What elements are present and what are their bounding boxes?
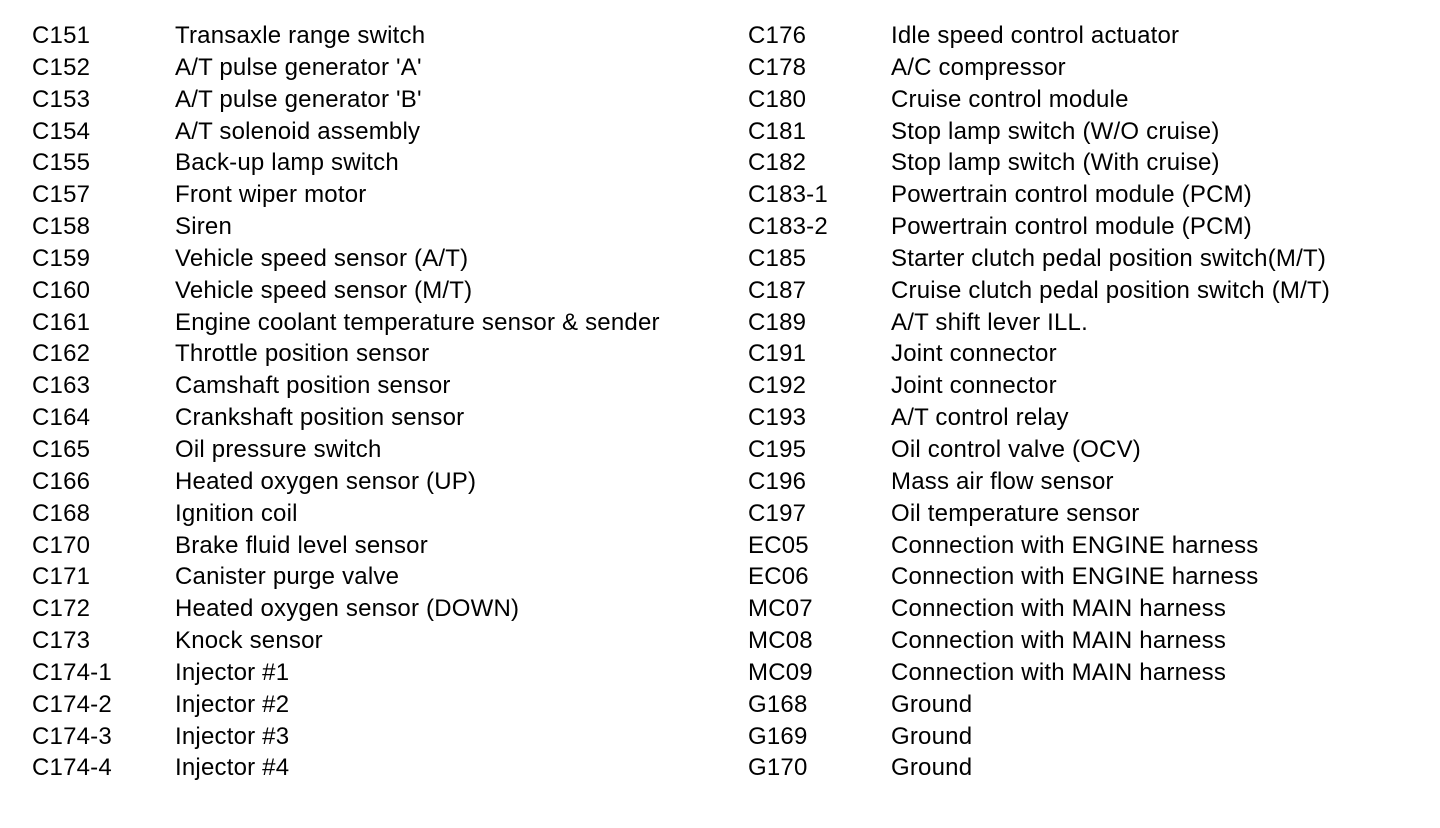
connector-code: C197	[748, 499, 807, 527]
connector-description: Starter clutch pedal position switch(M/T)	[891, 244, 1327, 272]
connector-description: Oil pressure switch	[175, 435, 382, 463]
connector-description: Connection with MAIN harness	[891, 658, 1227, 686]
connector-code: G169	[748, 722, 808, 750]
connector-description: Crankshaft position sensor	[175, 404, 465, 432]
connector-code: MC09	[748, 658, 813, 686]
connector-code: C178	[748, 53, 807, 81]
connector-code: C174-1	[32, 658, 112, 686]
connector-code: C185	[748, 244, 807, 272]
connector-description: Joint connector	[891, 372, 1057, 400]
connector-description: Ground	[891, 754, 973, 782]
connector-code: C193	[748, 404, 807, 432]
connector-code: C157	[32, 181, 91, 209]
connector-code: C183-1	[748, 181, 828, 209]
connector-code: G168	[748, 690, 808, 718]
connector-description: Transaxle range switch	[175, 22, 426, 49]
connector-description: Oil control valve (OCV)	[891, 435, 1141, 463]
connector-code: C171	[32, 563, 91, 591]
connector-description: A/T solenoid assembly	[175, 117, 421, 145]
connector-description: Stop lamp switch (With cruise)	[891, 149, 1220, 177]
connector-code: C181	[748, 117, 807, 145]
connector-code: C174-2	[32, 690, 112, 718]
connector-description: Heated oxygen sensor (UP)	[175, 467, 477, 495]
connector-code: C189	[748, 308, 807, 336]
connector-code: MC08	[748, 627, 813, 655]
connector-code: C159	[32, 244, 91, 272]
connector-code: MC07	[748, 595, 813, 623]
connector-code: C192	[748, 372, 807, 400]
connector-code: C182	[748, 149, 807, 177]
connector-code: C168	[32, 499, 91, 527]
connector-description: Powertrain control module (PCM)	[891, 181, 1252, 209]
connector-code: EC06	[748, 563, 809, 591]
connector-code: C158	[32, 213, 91, 241]
connector-description: A/C compressor	[891, 53, 1066, 81]
connector-description: Ground	[891, 722, 973, 750]
connector-code: G170	[748, 754, 808, 782]
connector-description: Joint connector	[891, 340, 1057, 368]
connector-code: C180	[748, 85, 807, 113]
connector-description: Heated oxygen sensor (DOWN)	[175, 595, 520, 623]
connector-description: Camshaft position sensor	[175, 372, 451, 400]
connector-description: Injector #4	[175, 754, 290, 782]
connector-code: C165	[32, 435, 91, 463]
connector-code: C196	[748, 467, 807, 495]
connector-description: Cruise control module	[891, 85, 1129, 113]
connector-description: Cruise clutch pedal position switch (M/T)	[891, 276, 1331, 304]
connector-description: Injector #3	[175, 722, 290, 750]
connector-description: Front wiper motor	[175, 181, 367, 209]
connector-description: Connection with MAIN harness	[891, 595, 1227, 623]
connector-description: Canister purge valve	[175, 563, 400, 591]
connector-description: Ground	[891, 690, 973, 718]
connector-code: C152	[32, 53, 91, 81]
connector-code: C174-4	[32, 754, 112, 782]
connector-code: C173	[32, 627, 91, 655]
connector-code: C163	[32, 372, 91, 400]
connector-code: C162	[32, 340, 91, 368]
connector-description: Connection with ENGINE harness	[891, 531, 1259, 559]
connector-description: Engine coolant temperature sensor & sender	[175, 308, 660, 336]
connector-code: C176	[748, 22, 807, 49]
connector-description: Back-up lamp switch	[175, 149, 399, 177]
connector-description: Siren	[175, 213, 233, 241]
connector-code: C170	[32, 531, 91, 559]
connector-code: C174-3	[32, 722, 112, 750]
connector-code: C195	[748, 435, 807, 463]
connector-description: Mass air flow sensor	[891, 467, 1114, 495]
connector-description: Ignition coil	[175, 499, 298, 527]
connector-description: Powertrain control module (PCM)	[891, 213, 1252, 241]
connector-code: C153	[32, 85, 91, 113]
connector-description: Connection with ENGINE harness	[891, 563, 1259, 591]
connector-description: Vehicle speed sensor (A/T)	[175, 244, 469, 272]
connector-code: C151	[32, 22, 91, 49]
connector-code: EC05	[748, 531, 809, 559]
connector-description: Oil temperature sensor	[891, 499, 1140, 527]
connector-description: Connection with MAIN harness	[891, 627, 1227, 655]
connector-description: Brake fluid level sensor	[175, 531, 428, 559]
connector-code: C154	[32, 117, 91, 145]
connector-code: C187	[748, 276, 807, 304]
connector-description: A/T pulse generator 'A'	[175, 53, 422, 81]
connector-description: A/T control relay	[891, 404, 1069, 432]
connector-description: Injector #2	[175, 690, 290, 718]
connector-code: C160	[32, 276, 91, 304]
connector-code: C155	[32, 149, 91, 177]
connector-description: Throttle position sensor	[175, 340, 430, 368]
connector-description: Knock sensor	[175, 627, 323, 655]
connector-code: C164	[32, 404, 91, 432]
connector-code: C191	[748, 340, 807, 368]
connector-code: C166	[32, 467, 91, 495]
connector-description: Vehicle speed sensor (M/T)	[175, 276, 473, 304]
connector-description: A/T pulse generator 'B'	[175, 85, 422, 113]
connector-description: Idle speed control actuator	[891, 22, 1180, 49]
connector-code: C161	[32, 308, 91, 336]
connector-description: Stop lamp switch (W/O cruise)	[891, 117, 1220, 145]
connector-description: Injector #1	[175, 658, 290, 686]
connector-description: A/T shift lever ILL.	[891, 308, 1088, 336]
connector-code: C183-2	[748, 213, 828, 241]
connector-code: C172	[32, 595, 91, 623]
